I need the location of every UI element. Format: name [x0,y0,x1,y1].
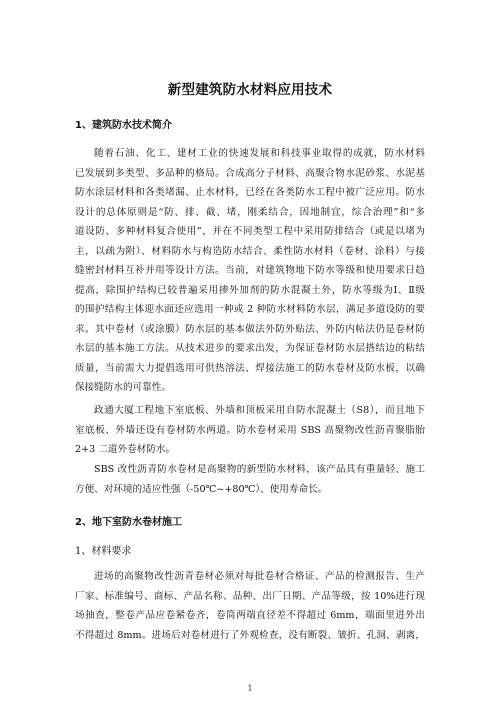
text-line: 求。其中卷材（或涂膜）防水层的基本做法外防外贴法、外防内帖法仍是卷材防 [75,323,425,335]
paragraph-zhengtong [75,401,425,460]
text-line: 的围护结构主体迎水面还应选用一种或 2 种防水材料防水层，满足多道设防的要 [75,304,425,315]
section-heading-1: 1、建筑防水技术简介 [75,120,172,131]
text-line: 进场的高聚物改性沥青卷材必须对每批卷材合格证、产品的检测报告、生产 [94,571,425,582]
text-line: 场抽查，整卷产品应卷紧卷齐，卷筒两端直径差不得超过 6mm，端面里进外出 [75,610,425,621]
section-heading-2: 2、地下室防水卷材施工 [75,517,182,528]
document-title: 新型建筑防水材料应用技术 [167,82,333,98]
text-line: 提高，除围护结构已较普遍采用掺外加剂的防水混凝土外，防水等级为Ⅰ、Ⅱ级 [75,284,425,296]
text-line: 方便、对环境的适应性强（-50℃~+80℃）、使用寿命长。 [75,483,328,495]
text-line: 防水涂层材料和各类堵漏、止水材料，已经在各类防水工程中被广泛应用。防水 [75,187,425,198]
paragraph-materials [75,567,425,645]
text-line: 政通大厦工程地下室底板、外墙和顶板采用自防水混凝土（S8），而且地下 [94,405,425,416]
text-line: 保接缝防水的可靠性。 [75,382,171,393]
text-line: 水层的基本施工方法。从技术进步的要求出发，为保证卷材防水层搭结边的粘结 [75,343,425,354]
text-line: 已发展到多类型、多品种的格局。合成高分子材料、高聚合物水泥砂浆、水泥基 [75,167,425,179]
text-line: 厂家、标准编号、商标、产品名称、品种、出厂日期、产品等级，按 10%进行现 [75,590,425,602]
text-line: 室底板、外墙还设有卷材防水两道。防水卷材采用 SBS 高聚物改性沥青聚脂胎 [75,424,425,436]
text-line: 道设防、多种材料复合使用”，并在不同类型工程中采用防排结合（或是以堵为 [75,226,425,237]
text-line: 2+3 二道外卷材防水。 [75,444,176,455]
sub-heading-materials: 1、材料要求 [75,546,132,557]
text-line: 随着石油、化工、建材工业的快速发展和科技事业取得的成就，防水材料 [94,148,425,159]
paragraph-intro [75,144,425,398]
text-line: 不得超过 8mm。进场后对卷材进行了外观检查，没有断裂、皱折、孔洞、剥离， [75,629,425,641]
text-line: 设计的总体原则是“防、排、截、堵，刚柔结合，因地制宜，综合治理”和“多 [75,206,425,218]
text-line: 主，以疏为附）、材料防水与构造防水结合、柔性防水材料（卷材、涂料）与接 [75,245,425,257]
text-line: SBS 改性沥青防水卷材是高聚物的新型防水材料，该产品具有重量轻、施工 [94,464,425,475]
page-number: 1 [247,684,253,693]
text-line: 质量，当前需大力提倡选用可供热溶法、焊接法施工的防水卷材及防水板，以确 [75,362,425,374]
text-line: 缝密封材料互补并用等设计方法。当前，对建筑物地下防水等级和使用要求日趋 [75,265,425,276]
paragraph-sbs [75,460,425,499]
